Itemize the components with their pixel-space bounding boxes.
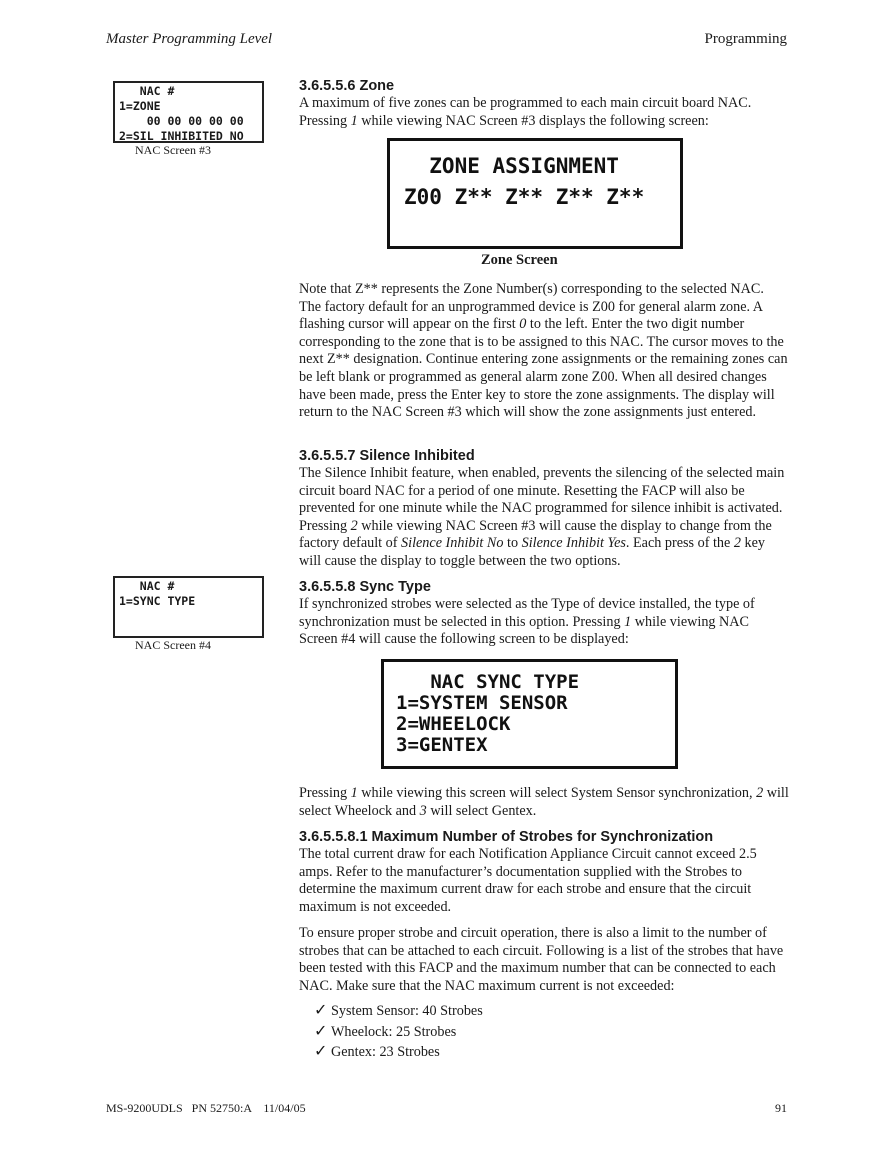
nac-sync-type-screen <box>381 659 678 769</box>
section-heading: 3.6.5.5.8 Sync Type <box>299 579 431 595</box>
nac-screen-4-display <box>113 576 264 638</box>
lcd-line: NAC # <box>119 579 175 593</box>
section-heading: 3.6.5.5.7 Silence Inhibited <box>299 448 475 464</box>
section-heading: 3.6.5.5.8.1 Maximum Number of Strobes for Synchronization <box>299 829 714 845</box>
list-item: ✓ System Sensor: 40 Strobes <box>314 1001 483 1022</box>
nac-screen-4-caption: NAC Screen #4 <box>135 638 211 652</box>
lcd-line: 1=SYSTEM SENSOR <box>396 692 568 714</box>
lcd-line: NAC SYNC TYPE <box>396 671 580 693</box>
paragraph: The Silence Inhibit feature, when enabled, prevents the silencing of the selected main circuit board NAC for a period of one minute. Resetting the FACP will also be prevented for one minute while the NAC programmed for silence inhibit is activated. Pressing 2 while viewing NAC Screen #3 will cause the display to change from the factory default of Silence Inhibit No to Silence Inhibit Yes. Each press of the 2 key will cause the display to toggle between the two options. <box>299 465 785 569</box>
running-header-right: Programming <box>704 31 787 47</box>
zone-assignment-screen <box>387 138 683 249</box>
section-silence <box>299 447 789 571</box>
list-item: ✓ Wheelock: 25 Strobes <box>314 1022 483 1043</box>
section-sync-selection <box>299 785 789 820</box>
lcd-line: 1=SYNC TYPE <box>119 594 196 608</box>
paragraph: Note that Z** represents the Zone Number(s) corresponding to the selected NAC. The factory default for an unprogrammed device is Z00 for general alarm zone. A flashing cursor will appear on the first 0 to the left. Enter the two digit number corresponding to the zone that is to be assigned to this NAC. The cursor moves to the next Z** designation. Continue entering zone assignments or the remaining zones can be left blank or programmed as general alarm zone Z00. When all desired changes have been made, press the Enter key to store the zone assignments. The display will return to the NAC Screen #3 which will show the zone assignments just entered. <box>299 281 788 421</box>
footer-left: MS-9200UDLS PN 52750:A 11/04/05 <box>106 1101 306 1115</box>
lcd-line: 1=ZONE <box>119 99 161 113</box>
paragraph: The total current draw for each Notification Appliance Circuit cannot exceed 2.5 amps. Refer to the manufacturer’s documentation supplied with the Strobes to determine the maximum current draw for each strobe and ensure that the circuit maximum is not exceeded. <box>299 846 757 915</box>
lcd-line: NAC # <box>119 84 175 98</box>
check-mark-icon: ✓ <box>314 1002 328 1019</box>
lcd-line: ZONE ASSIGNMENT <box>404 154 619 178</box>
section-heading: 3.6.5.5.6 Zone <box>299 78 395 94</box>
section-zone-intro <box>299 77 789 130</box>
section-max-strobes-limits <box>299 925 789 995</box>
page-number: 91 <box>775 1101 787 1115</box>
nac-screen-3-display <box>113 81 264 143</box>
running-header-left: Master Programming Level <box>106 31 273 47</box>
lcd-line: 3=GENTEX <box>396 734 488 756</box>
check-mark-icon: ✓ <box>314 1043 328 1060</box>
paragraph: A maximum of five zones can be programmed to each main circuit board NAC. Pressing 1 while viewing NAC Screen #3 displays the following screen: <box>299 95 752 129</box>
lcd-line: 00 00 00 00 00 <box>119 114 244 128</box>
lcd-line: 2=WHEELOCK <box>396 713 511 735</box>
section-max-strobes <box>299 828 789 916</box>
section-zone-note <box>299 281 789 422</box>
paragraph: If synchronized strobes were selected as the Type of device installed, the type of synchronization must be selected in this option. Pressing 1 while viewing NAC Screen #4 will cause the following screen to be displayed: <box>299 596 755 648</box>
zone-screen-caption: Zone Screen <box>481 252 558 268</box>
list-item: ✓ Gentex: 23 Strobes <box>314 1042 483 1063</box>
paragraph: Pressing 1 while viewing this screen will select System Sensor synchronization, 2 will select Wheelock and 3 will select Gentex. <box>299 785 789 819</box>
paragraph: To ensure proper strobe and circuit operation, there is also a limit to the number of strobes that can be attached to each circuit. Following is a list of the strobes that have been tested with this FACP and the maximum number that can be connected to each NAC. Make sure that the NAC maximum current is not exceeded: <box>299 925 784 994</box>
nac-screen-3-caption: NAC Screen #3 <box>135 143 211 157</box>
section-sync <box>299 578 789 649</box>
strobe-list <box>314 1001 483 1063</box>
lcd-line: 2=SIL INHIBITED NO <box>119 129 244 143</box>
lcd-line: Z00 Z** Z** Z** Z** <box>404 185 645 209</box>
check-mark-icon: ✓ <box>314 1022 328 1040</box>
